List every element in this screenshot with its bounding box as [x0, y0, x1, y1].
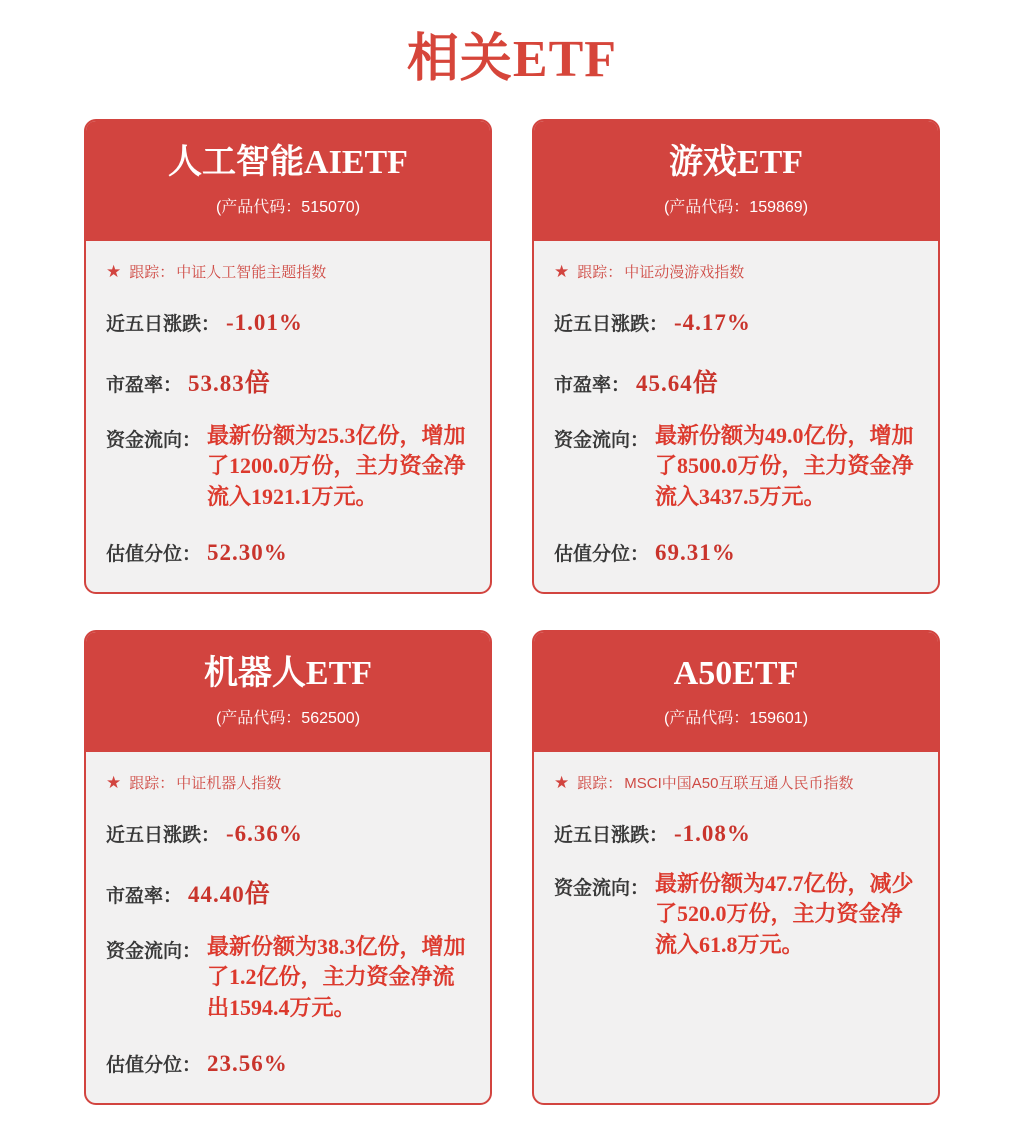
etf-card	[532, 119, 940, 594]
tracking-index-name: MSCI中国A50互联互通人民币指数	[624, 775, 854, 793]
tracking-label: 跟踪：	[577, 775, 623, 793]
card-body	[534, 241, 938, 592]
five-day-change-value: -6.36%	[226, 821, 303, 847]
capital-flow-row	[554, 869, 918, 960]
pe-ratio-row	[106, 874, 470, 910]
card-product-code: (产品代码：159869)	[663, 199, 809, 217]
card-body	[534, 752, 938, 1103]
card-header	[534, 121, 938, 241]
five-day-change-value: -4.17%	[674, 310, 751, 335]
tracking-row	[554, 261, 918, 282]
tracking-row	[106, 772, 470, 793]
pe-ratio-unit: 倍	[244, 369, 270, 397]
valuation-percentile-label: 估值分位：	[106, 544, 202, 566]
capital-flow-label: 资金流向：	[554, 878, 650, 900]
card-title: 游戏ETF	[668, 144, 804, 181]
tracking-index-name: 中证人工智能主题指数	[176, 264, 327, 281]
card-title: 人工智能AIETF	[168, 144, 408, 181]
five-day-change-label: 近五日涨跌：	[106, 825, 221, 847]
capital-flow-label: 资金流向：	[106, 941, 202, 963]
star-icon: ★	[106, 773, 122, 793]
five-day-change-value: -1.01%	[226, 310, 303, 335]
pe-ratio-label: 市盈率：	[106, 375, 183, 396]
valuation-percentile-label: 估值分位：	[106, 1055, 202, 1077]
card-product-code: (产品代码：562500)	[215, 710, 361, 728]
five-day-change-row	[554, 820, 918, 847]
capital-flow-row	[106, 421, 470, 512]
five-day-change-row	[106, 309, 470, 336]
capital-flow-text: 最新份额为38.3亿份，增加了1.2亿份，主力资金净流出1594.4万元。	[207, 934, 466, 1020]
etf-card	[84, 630, 492, 1105]
capital-flow-label: 资金流向：	[554, 430, 650, 451]
pe-ratio-unit: 倍	[692, 369, 718, 397]
pe-ratio-label: 市盈率：	[106, 886, 183, 908]
capital-flow-label: 资金流向：	[106, 430, 202, 451]
etf-card	[532, 630, 940, 1105]
card-header	[86, 121, 490, 241]
card-product-code: (产品代码：159601)	[663, 710, 809, 728]
pe-ratio-unit: 倍	[244, 880, 270, 909]
five-day-change-label: 近五日涨跌：	[106, 314, 221, 335]
pe-ratio-label: 市盈率：	[554, 375, 631, 396]
valuation-percentile-label: 估值分位：	[554, 544, 650, 566]
five-day-change-row	[554, 309, 918, 336]
star-icon: ★	[554, 773, 570, 793]
tracking-label: 跟踪：	[129, 264, 175, 281]
five-day-change-row	[106, 820, 470, 847]
pe-ratio-row	[106, 363, 470, 399]
etf-card-grid	[0, 119, 1024, 1105]
card-product-code: (产品代码：515070)	[215, 199, 361, 217]
tracking-row	[106, 261, 470, 282]
card-header	[534, 632, 938, 752]
pe-ratio-value: 44.40	[188, 882, 245, 908]
pe-ratio-value: 53.83	[188, 371, 245, 396]
tracking-label: 跟踪：	[577, 264, 623, 281]
page-title: 相关ETF	[406, 31, 618, 88]
valuation-percentile-value: 52.30%	[207, 540, 288, 566]
tracking-label: 跟踪：	[129, 775, 175, 793]
valuation-percentile-row	[106, 1050, 470, 1077]
five-day-change-value: -1.08%	[674, 821, 751, 847]
tracking-index-name: 中证动漫游戏指数	[624, 264, 745, 281]
valuation-percentile-row	[106, 539, 470, 566]
five-day-change-label: 近五日涨跌：	[554, 314, 669, 335]
five-day-change-label: 近五日涨跌：	[554, 825, 669, 847]
star-icon: ★	[106, 262, 122, 281]
pe-ratio-value: 45.64	[636, 371, 693, 396]
tracking-index-name: 中证机器人指数	[176, 775, 282, 793]
etf-card	[84, 119, 492, 594]
card-body	[86, 241, 490, 592]
card-header	[86, 632, 490, 752]
capital-flow-text: 最新份额为49.0亿份，增加了8500.0万份，主力资金净流入3437.5万元。	[655, 423, 914, 509]
capital-flow-row	[554, 421, 918, 512]
card-title: A50ETF	[673, 655, 799, 693]
card-title: 机器人ETF	[203, 655, 373, 693]
capital-flow-row	[106, 932, 470, 1023]
valuation-percentile-value: 69.31%	[655, 540, 736, 566]
capital-flow-text: 最新份额为25.3亿份，增加了1200.0万份，主力资金净流入1921.1万元。	[207, 423, 466, 509]
tracking-row	[554, 772, 918, 793]
capital-flow-text: 最新份额为47.7亿份，减少了520.0万份，主力资金净流入61.8万元。	[655, 871, 914, 957]
star-icon: ★	[554, 262, 570, 281]
card-body	[86, 752, 490, 1103]
valuation-percentile-value: 23.56%	[207, 1051, 288, 1077]
valuation-percentile-row	[554, 539, 918, 566]
pe-ratio-row	[554, 363, 918, 399]
